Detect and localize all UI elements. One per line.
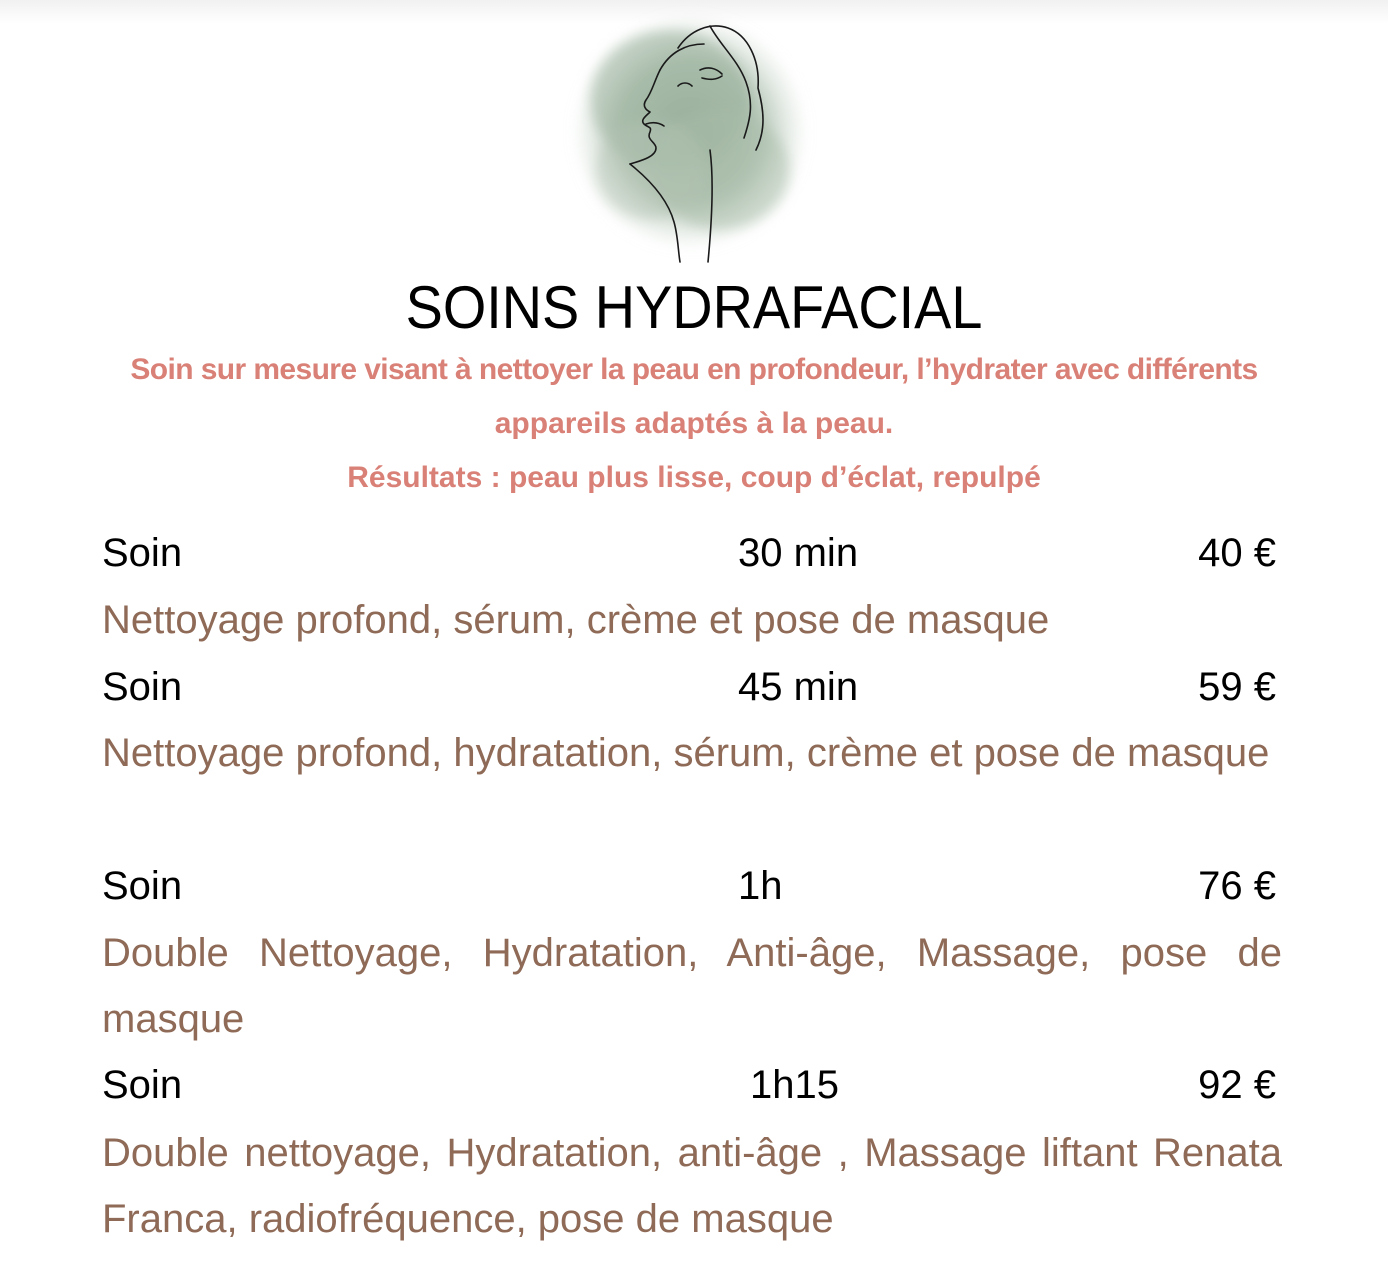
treatment-name: Soin [102, 665, 183, 709]
treatment-row [102, 1060, 1282, 1110]
treatment-description: Nettoyage profond, sérum, crème et pose de masque [102, 598, 1050, 642]
treatment-description: Nettoyage profond, hydratation, sérum, crème et pose de masque [102, 731, 1270, 775]
treatment-name: Soin [102, 1063, 183, 1107]
treatment-name: Soin [102, 531, 183, 575]
treatment-duration: 30 min [738, 531, 859, 575]
treatment-price: 59 € [1198, 665, 1276, 709]
treatment-duration: 1h15 [750, 1063, 839, 1107]
treatment-price: 40 € [1198, 531, 1276, 575]
intro-results-line: Résultats : peau plus lisse, coup d’éclat, repulpé [347, 461, 1041, 494]
page-title: SOINS HYDRAFACIAL [405, 274, 983, 341]
intro-text-line-1: Soin sur mesure visant à nettoyer la peau en profondeur, l’hydrater avec différents [130, 353, 1258, 386]
intro-text-line-2: appareils adaptés à la peau. [494, 407, 894, 440]
treatment-row [102, 528, 1282, 578]
treatment-row [102, 662, 1282, 712]
treatment-name: Soin [102, 864, 183, 908]
face-line-art-icon [560, 0, 820, 270]
treatment-duration: 45 min [738, 665, 859, 709]
treatment-price: 92 € [1198, 1063, 1276, 1107]
treatment-description: Double nettoyage, Hydratation, anti-âge , Massage liftant Renata Franca, radiofréquence, pose de masque [102, 1131, 1282, 1241]
treatment-description: Double Nettoyage, Hydratation, Anti-âge, Massage, pose de masque [102, 931, 1282, 1041]
treatment-duration: 1h [738, 864, 783, 908]
treatment-price: 76 € [1198, 864, 1276, 908]
treatment-row [102, 861, 1282, 911]
